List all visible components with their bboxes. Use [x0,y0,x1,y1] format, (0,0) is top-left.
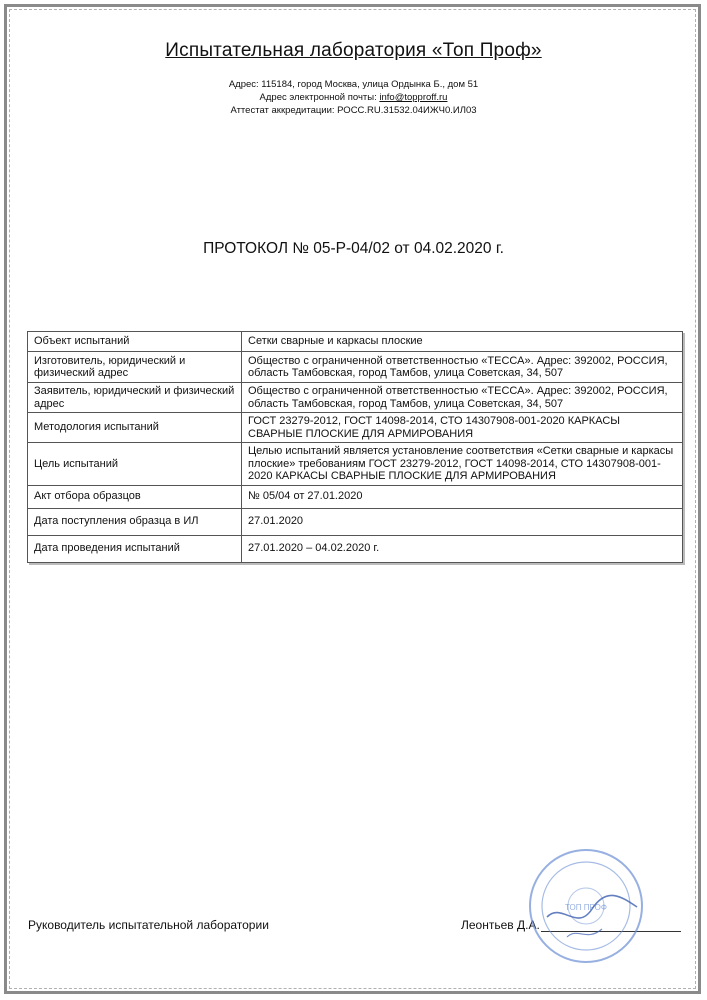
row-value: ГОСТ 23279-2012, ГОСТ 14098-2014, СТО 14307908-001-2020 КАРКАСЫ СВАРНЫЕ ПЛОСКИЕ ДЛЯ АРМИРОВАНИЯ [242,413,683,443]
table-row [28,535,683,562]
row-value: Общество с ограниченной ответственностью «ТЕССА». Адрес: 392002, РОССИЯ, область Тамбовская, город Тамбов, улица Советская, 34, 507 [242,352,683,383]
row-value: 27.01.2020 – 04.02.2020 г. [242,535,683,562]
table-row [28,413,683,443]
row-value: Целью испытаний является установление соответствия «Сетки сварные и каркасы плоские» требованиям ГОСТ 23279-2012, ГОСТ 14098-2014, СТО 14307908-001-2020 КАРКАСЫ СВАРНЫЕ ПЛОСКИЕ ДЛЯ АРМИРОВАНИЯ [242,443,683,486]
row-value: Общество с ограниченной ответственностью «ТЕССА». Адрес: 392002, РОССИЯ, область Тамбовская, город Тамбов, улица Советская, 34, 507 [242,383,683,413]
document-header [0,40,707,117]
row-value: № 05/04 от 27.01.2020 [242,485,683,508]
signer-role: Руководитель испытательной лаборатории [28,918,269,932]
row-label: Дата проведения испытаний [28,535,242,562]
svg-text:ТОП ПРОФ: ТОП ПРОФ [565,903,607,912]
row-label: Изготовитель, юридический и физический адрес [28,352,242,383]
lab-address: Адрес: 115184, город Москва, улица Ордынка Б., дом 51 [228,79,479,90]
email-label: Адрес электронной почты: [259,92,380,103]
table-row [28,352,683,383]
row-label: Цель испытаний [28,443,242,486]
stamp-icon [527,847,645,965]
lab-accreditation: Аттестат аккредитации: РОСС.RU.31532.04ИЖЧ0.ИЛ03 [230,105,477,116]
table-row [28,383,683,413]
signer-name: Леонтьев Д.А. [461,918,540,932]
row-label: Дата поступления образца в ИЛ [28,508,242,535]
table-row [28,332,683,352]
table-row [28,443,683,486]
protocol-title: ПРОТОКОЛ № 05-Р-04/02 от 04.02.2020 г. [203,240,504,257]
row-value: Сетки сварные и каркасы плоские [242,332,683,352]
lab-email-line [0,91,707,104]
row-label: Заявитель, юридический и физический адрес [28,383,242,413]
lab-name: Испытательная лаборатория «Топ Проф» [165,40,542,61]
table-row [28,485,683,508]
row-label: Акт отбора образцов [28,485,242,508]
protocol-table [27,331,683,563]
row-label: Методология испытаний [28,413,242,443]
email-link[interactable]: info@topproff.ru [379,92,448,103]
row-value: 27.01.2020 [242,508,683,535]
table-row [28,508,683,535]
row-label: Объект испытаний [28,332,242,352]
